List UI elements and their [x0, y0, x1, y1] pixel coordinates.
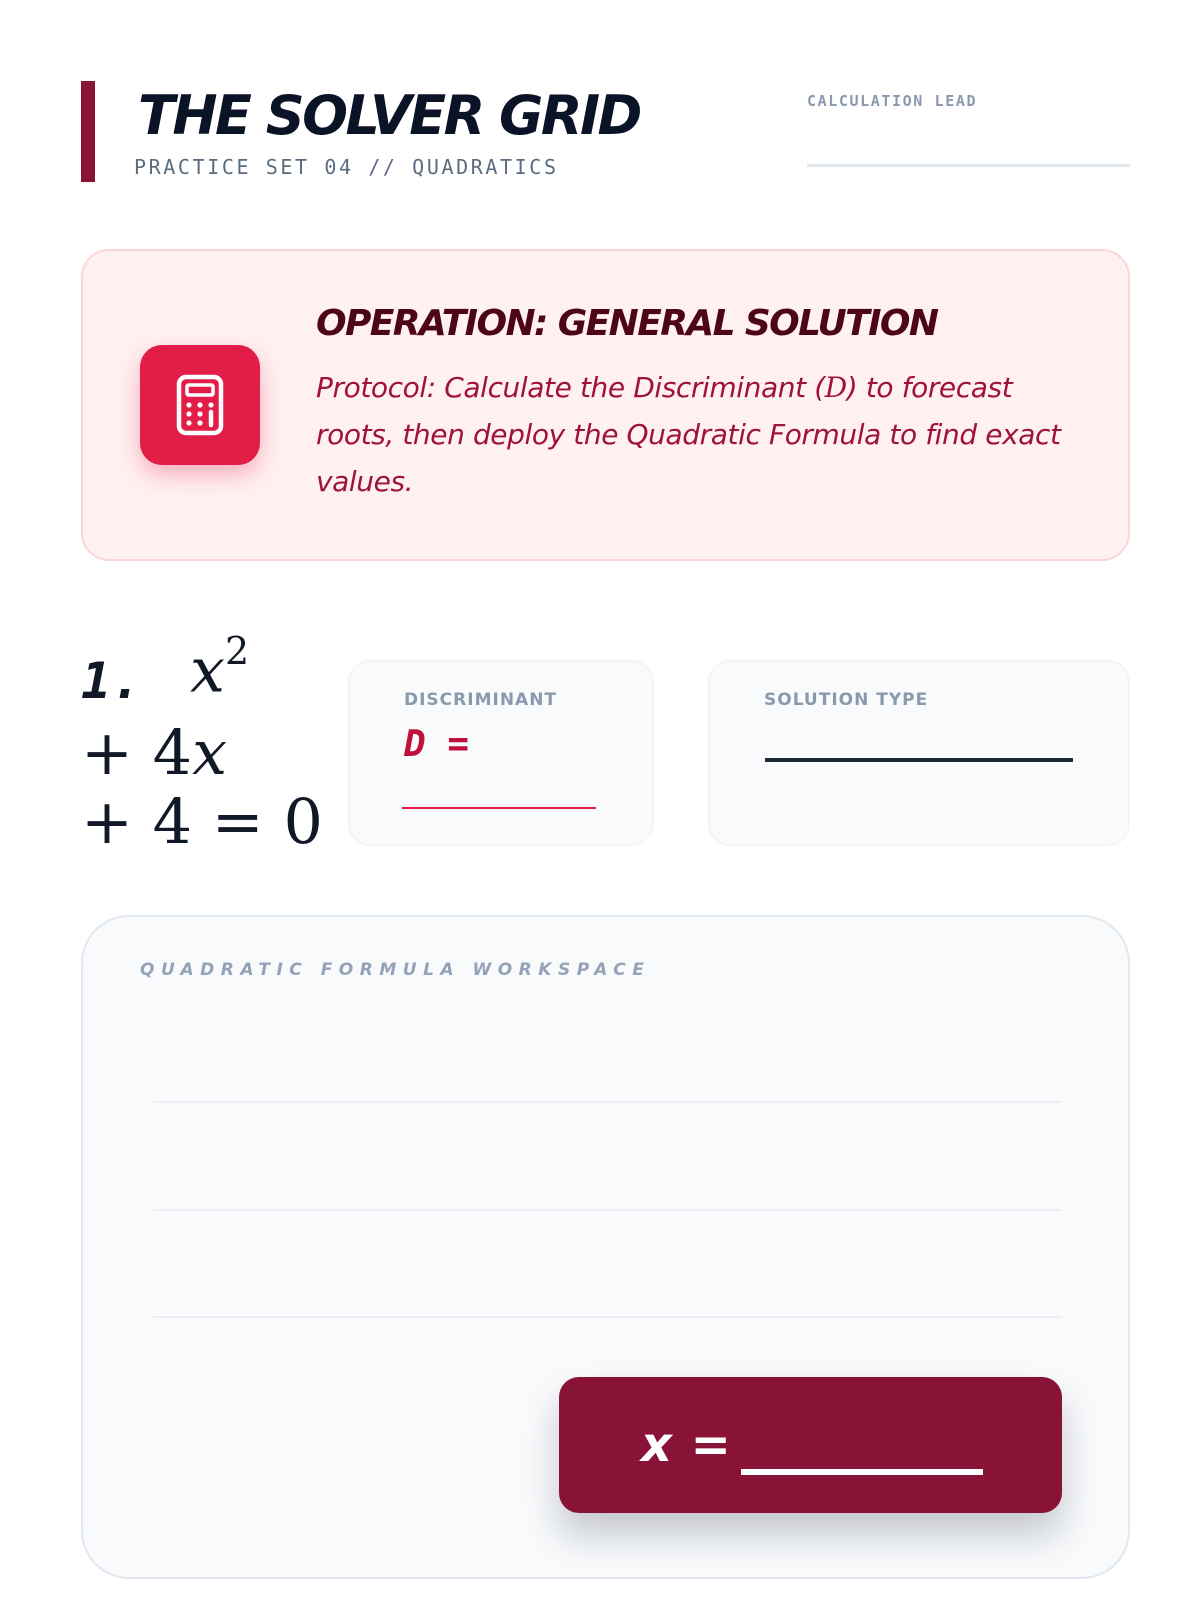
calculation-lead-field[interactable] [807, 164, 1130, 167]
operation-text-start: Protocol: Calculate the Discriminant ( [316, 371, 825, 404]
calculator-icon [140, 345, 260, 465]
equation-line-3: + 4 = 0 [81, 785, 323, 858]
workspace-rule-1 [153, 1101, 1062, 1103]
discriminant-label: DISCRIMINANT [404, 690, 558, 710]
formula-workspace[interactable] [81, 915, 1130, 1579]
operation-description [316, 364, 1076, 505]
workspace-rule-3 [153, 1316, 1062, 1318]
page-title: THE SOLVER GRID [138, 84, 640, 147]
discriminant-prefix: D = [404, 724, 470, 765]
calculation-lead-label: CALCULATION LEAD [807, 92, 978, 110]
final-answer-box [559, 1377, 1062, 1513]
discriminant-card [348, 660, 654, 846]
operation-text-end: ) to forecast roots, then deploy the Quadratic Formula to find exact values. [316, 371, 1061, 498]
equation-line-2: + 4x [81, 716, 228, 789]
operation-heading: OPERATION: GENERAL SOLUTION [316, 303, 938, 344]
discriminant-symbol: D [824, 371, 847, 404]
solution-type-card [708, 660, 1130, 846]
workspace-label: QUADRATIC FORMULA WORKSPACE [140, 960, 651, 980]
discriminant-answer-field[interactable] [402, 807, 596, 809]
equation-line-1: $x^2$ [190, 629, 250, 707]
final-answer-prefix: x = [641, 1417, 732, 1473]
solution-type-label: SOLUTION TYPE [764, 690, 929, 710]
operation-card [81, 249, 1130, 561]
header-accent-bar [81, 81, 95, 182]
solution-type-answer-field[interactable] [765, 758, 1073, 762]
final-answer-field[interactable] [741, 1469, 983, 1475]
workspace-rule-2 [153, 1209, 1062, 1211]
problem-number: 1. [81, 652, 142, 710]
page-subtitle: PRACTICE SET 04 // QUADRATICS [134, 155, 559, 179]
